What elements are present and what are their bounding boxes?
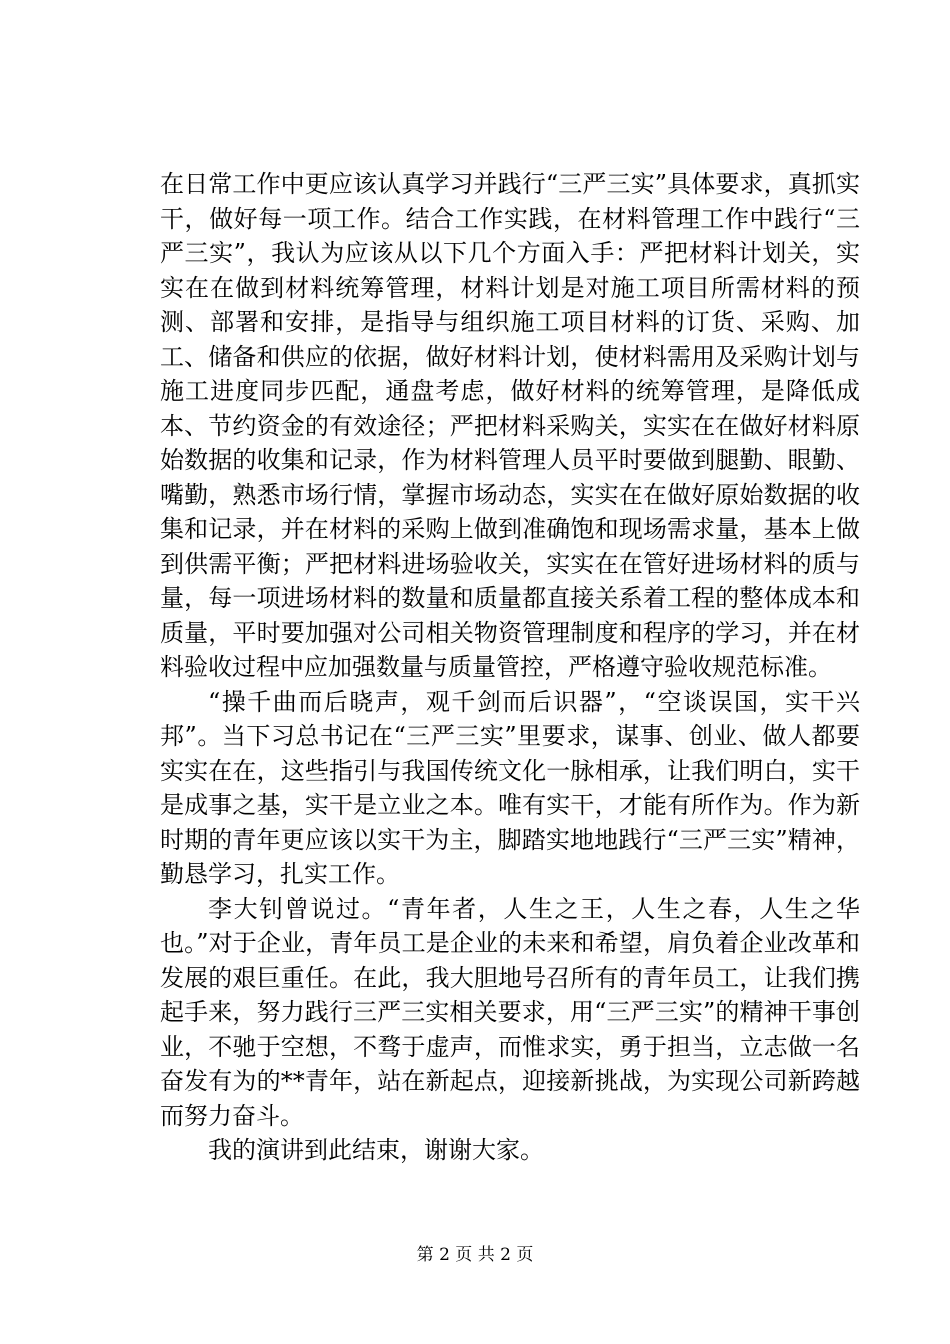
paragraph-closing: 我的演讲到此结束，谢谢大家。	[208, 1136, 544, 1164]
paragraph-quote-practice: “操千曲而后晓声，观千剑而后识器”，“空谈误国，实干兴邦”。当下习总书记在“三严三实”里要求，谋事、创业、做人都要实实在在，这些指引与我国传统文化一脉相承，让我们明白，实干是成事之基，实干是立业之本。唯有实干，才能有所作为。作为新时期的青年更应该以实干为主，脚踏实地地践行“三严三实”精神，勤恳学习，扎实工作。	[160, 687, 860, 888]
paragraph-youth-call: 李大钊曾说过。“青年者，人生之王，人生之春，人生之华也。”对于企业，青年员工是企业的未来和希望，肩负着企业改革和发展的艰巨重任。在此，我大胆地号召所有的青年员工，让我们携起手来，努力践行三严三实相关要求，用“三严三实”的精神干事创业，不驰于空想，不骛于虚声，而惟求实，勇于担当，立志做一名奋发有为的**青年，站在新起点，迎接新挑战，为实现公司新跨越而努力奋斗。	[160, 894, 860, 1130]
paragraph-continuation: 在日常工作中更应该认真学习并践行“三严三实”具体要求，真抓实干，做好每一项工作。结合工作实践，在材料管理工作中践行“三严三实”，我认为应该从以下几个方面入手：严把材料计划关，实实在在做到材料统筹管理，材料计划是对施工项目所需材料的预测、部署和安排，是指导与组织施工项目材料的订货、采购、加工、储备和供应的依据，做好材料计划，使材料需用及采购计划与施工进度同步匹配，通盘考虑，做好材料的统筹管理，是降低成本、节约资金的有效途径；严把材料采购关，实实在在做好材料原始数据的收集和记录，作为材料管理人员平时要做到腿勤、眼勤、嘴勤，熟悉市场行情，掌握市场动态，实实在在做好原始数据的收集和记录，并在材料的采购上做到准确饱和现场需求量，基本上做到供需平衡；严把材料进场验收关，实实在在管好进场材料的质与量，每一项进场材料的数量和质量都直接关系着工程的整体成本和质量，平时要加强对公司相关物资管理制度和程序的学习，并在材料验收过程中应加强数量与质量管控，严格遵守验收规范标准。	[160, 170, 860, 681]
page-footer: 第 2 页 共 2 页	[416, 1245, 534, 1265]
document-body	[160, 167, 860, 1168]
